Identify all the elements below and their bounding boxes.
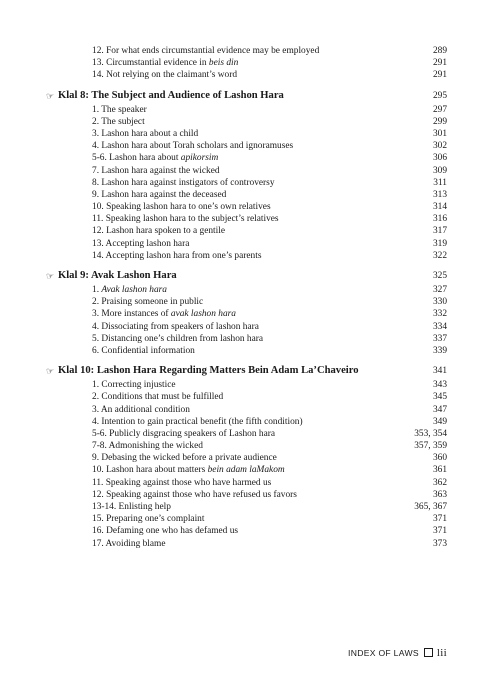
entry-label: 12. For what ends circumstantial evidence may be employed	[92, 46, 320, 56]
entry-label: 12. Lashon hara spoken to a gentile	[92, 226, 226, 237]
table-of-contents	[48, 45, 447, 555]
index-entry	[48, 464, 447, 476]
section-page: 325	[432, 271, 447, 281]
page-number: lii	[436, 647, 447, 659]
section-title: Klal 10: Lashon Hara Regarding Matters Bein Adam La’Chaveiro	[58, 365, 359, 377]
entry-label: 5-6. Lashon hara about apikorsim	[92, 153, 219, 164]
entry-label: 1. Avak lashon hara	[92, 285, 167, 295]
section-page: 295	[432, 90, 447, 101]
index-entry	[48, 284, 447, 296]
entry-page: 332	[432, 309, 447, 320]
index-entry	[48, 416, 447, 428]
index-entry	[48, 201, 447, 213]
index-entry	[48, 321, 447, 333]
entry-label: 2. Conditions that must be fulfilled	[92, 392, 224, 403]
entry-page: 313	[432, 189, 447, 200]
index-entry	[48, 165, 447, 177]
section-heading	[48, 363, 447, 379]
section-heading	[48, 268, 447, 284]
index-entry	[48, 428, 447, 440]
entry-page: 363	[432, 489, 447, 500]
entry-page: 337	[432, 333, 447, 344]
entry-page: 373	[432, 538, 447, 549]
entry-page: 339	[432, 345, 447, 356]
entry-page: 319	[432, 238, 447, 249]
index-entry	[48, 238, 447, 250]
pointing-hand-icon: ☞	[46, 366, 55, 377]
entry-label: 1. Correcting injustice	[92, 380, 176, 391]
index-entry	[48, 116, 447, 128]
footer-label: INDEX OF LAWS	[348, 648, 419, 658]
entry-page: 365, 367	[414, 502, 447, 512]
entry-label: 13. Accepting lashon hara	[92, 238, 190, 249]
entry-page: 347	[432, 404, 447, 415]
entry-page: 334	[432, 321, 447, 332]
entry-page: 299	[432, 116, 447, 127]
entry-label: 8. Lashon hara against instigators of controversy	[92, 177, 275, 188]
index-entry	[48, 404, 447, 416]
entry-label: 14. Not relying on the claimant’s word	[92, 70, 238, 81]
entry-page: 314	[432, 202, 447, 213]
section-heading	[48, 88, 447, 104]
entry-label: 11. Speaking lashon hara to the subject’s relatives	[92, 214, 279, 225]
entry-page: 317	[432, 226, 447, 237]
entry-label: 7-8. Admonishing the wicked	[92, 441, 203, 452]
entry-label: 9. Lashon hara against the deceased	[92, 189, 227, 200]
entry-label: 3. More instances of avak lashon hara	[92, 309, 236, 320]
entry-page: 301	[432, 128, 447, 139]
pointing-hand-icon: ☞	[46, 90, 55, 101]
entry-page: 360	[432, 453, 447, 464]
entry-page: 291	[432, 70, 447, 81]
entry-page: 361	[432, 465, 447, 476]
index-entry	[48, 379, 447, 391]
entry-page: 357, 359	[414, 441, 447, 452]
entry-label: 10. Lashon hara about matters bein adam laMakom	[92, 465, 285, 476]
entry-page: 322	[432, 250, 447, 261]
index-entry	[48, 345, 447, 357]
entry-label: 16. Defaming one who has defamed us	[92, 526, 239, 537]
entry-label: 5. Distancing one’s children from lashon hara	[92, 333, 264, 344]
index-entry	[48, 501, 447, 513]
index-entry	[48, 152, 447, 164]
entry-label: 9. Debasing the wicked before a private audience	[92, 453, 277, 464]
index-entry	[48, 45, 447, 57]
entry-label: 17. Avoiding blame	[92, 538, 166, 549]
index-entry	[48, 225, 447, 237]
index-entry	[48, 525, 447, 537]
entry-label: 5-6. Publicly disgracing speakers of Lashon hara	[92, 428, 276, 439]
index-entry	[48, 128, 447, 140]
index-entry	[48, 489, 447, 501]
index-entry	[48, 538, 447, 550]
entry-page: 371	[432, 514, 447, 525]
entry-page: 316	[432, 214, 447, 225]
index-entry	[48, 296, 447, 308]
entry-label: 13. Circumstantial evidence in beis din	[92, 58, 239, 69]
entry-label: 4. Lashon hara about Torah scholars and ignoramuses	[92, 141, 294, 152]
entry-label: 3. Lashon hara about a child	[92, 128, 199, 139]
entry-page: 349	[432, 416, 447, 427]
index-entry	[48, 391, 447, 403]
entry-label: 10. Speaking lashon hara to one’s own relatives	[92, 202, 271, 213]
entry-page: 302	[432, 141, 447, 152]
index-entry	[48, 250, 447, 262]
entry-page: 311	[433, 177, 447, 188]
entry-page: 297	[432, 104, 447, 115]
entry-page: 306	[432, 153, 447, 164]
entry-label: 3. An additional condition	[92, 404, 190, 415]
entry-page: 362	[432, 477, 447, 488]
entry-label: 14. Accepting lashon hara from one’s parents	[92, 250, 262, 261]
entry-label: 1. The speaker	[92, 104, 147, 115]
entry-label: 13-14. Enlisting help	[92, 502, 171, 512]
index-entry	[48, 213, 447, 225]
entry-label: 2. The subject	[92, 116, 145, 127]
index-entry	[48, 440, 447, 452]
index-entry	[48, 104, 447, 116]
index-entry	[48, 513, 447, 525]
entry-page: 327	[432, 285, 447, 295]
index-entry	[48, 69, 447, 81]
section-title: Klal 9: Avak Lashon Hara	[58, 270, 177, 281]
entry-label: 4. Dissociating from speakers of lashon hara	[92, 321, 259, 332]
pointing-hand-icon: ☞	[46, 271, 55, 281]
entry-page: 345	[432, 392, 447, 403]
entry-page: 343	[432, 380, 447, 391]
index-entry	[48, 308, 447, 320]
index-entry	[48, 333, 447, 345]
entry-label: 7. Lashon hara against the wicked	[92, 165, 220, 176]
entry-label: 12. Speaking against those who have refused us favors	[92, 489, 297, 500]
entry-label: 15. Preparing one’s complaint	[92, 514, 205, 525]
index-entry	[48, 140, 447, 152]
index-entry	[48, 477, 447, 489]
entry-page: 330	[432, 297, 447, 308]
index-entry	[48, 189, 447, 201]
index-entry	[48, 452, 447, 464]
entry-label: 11. Speaking against those who have harmed us	[92, 477, 272, 488]
index-entry	[48, 57, 447, 69]
index-entry	[48, 177, 447, 189]
entry-page: 291	[432, 58, 447, 69]
entry-label: 4. Intention to gain practical benefit (the fifth condition)	[92, 416, 303, 427]
entry-label: 6. Confidential information	[92, 345, 195, 356]
section-page: 341	[432, 366, 447, 377]
square-bullet-icon	[424, 648, 433, 657]
entry-page: 353, 354	[414, 428, 447, 439]
section-title: Klal 8: The Subject and Audience of Lashon Hara	[58, 89, 284, 101]
page-footer	[348, 647, 447, 659]
entry-page: 371	[432, 526, 447, 537]
entry-page: 309	[432, 165, 447, 176]
entry-label: 2. Praising someone in public	[92, 297, 204, 308]
entry-page: 289	[432, 46, 447, 56]
